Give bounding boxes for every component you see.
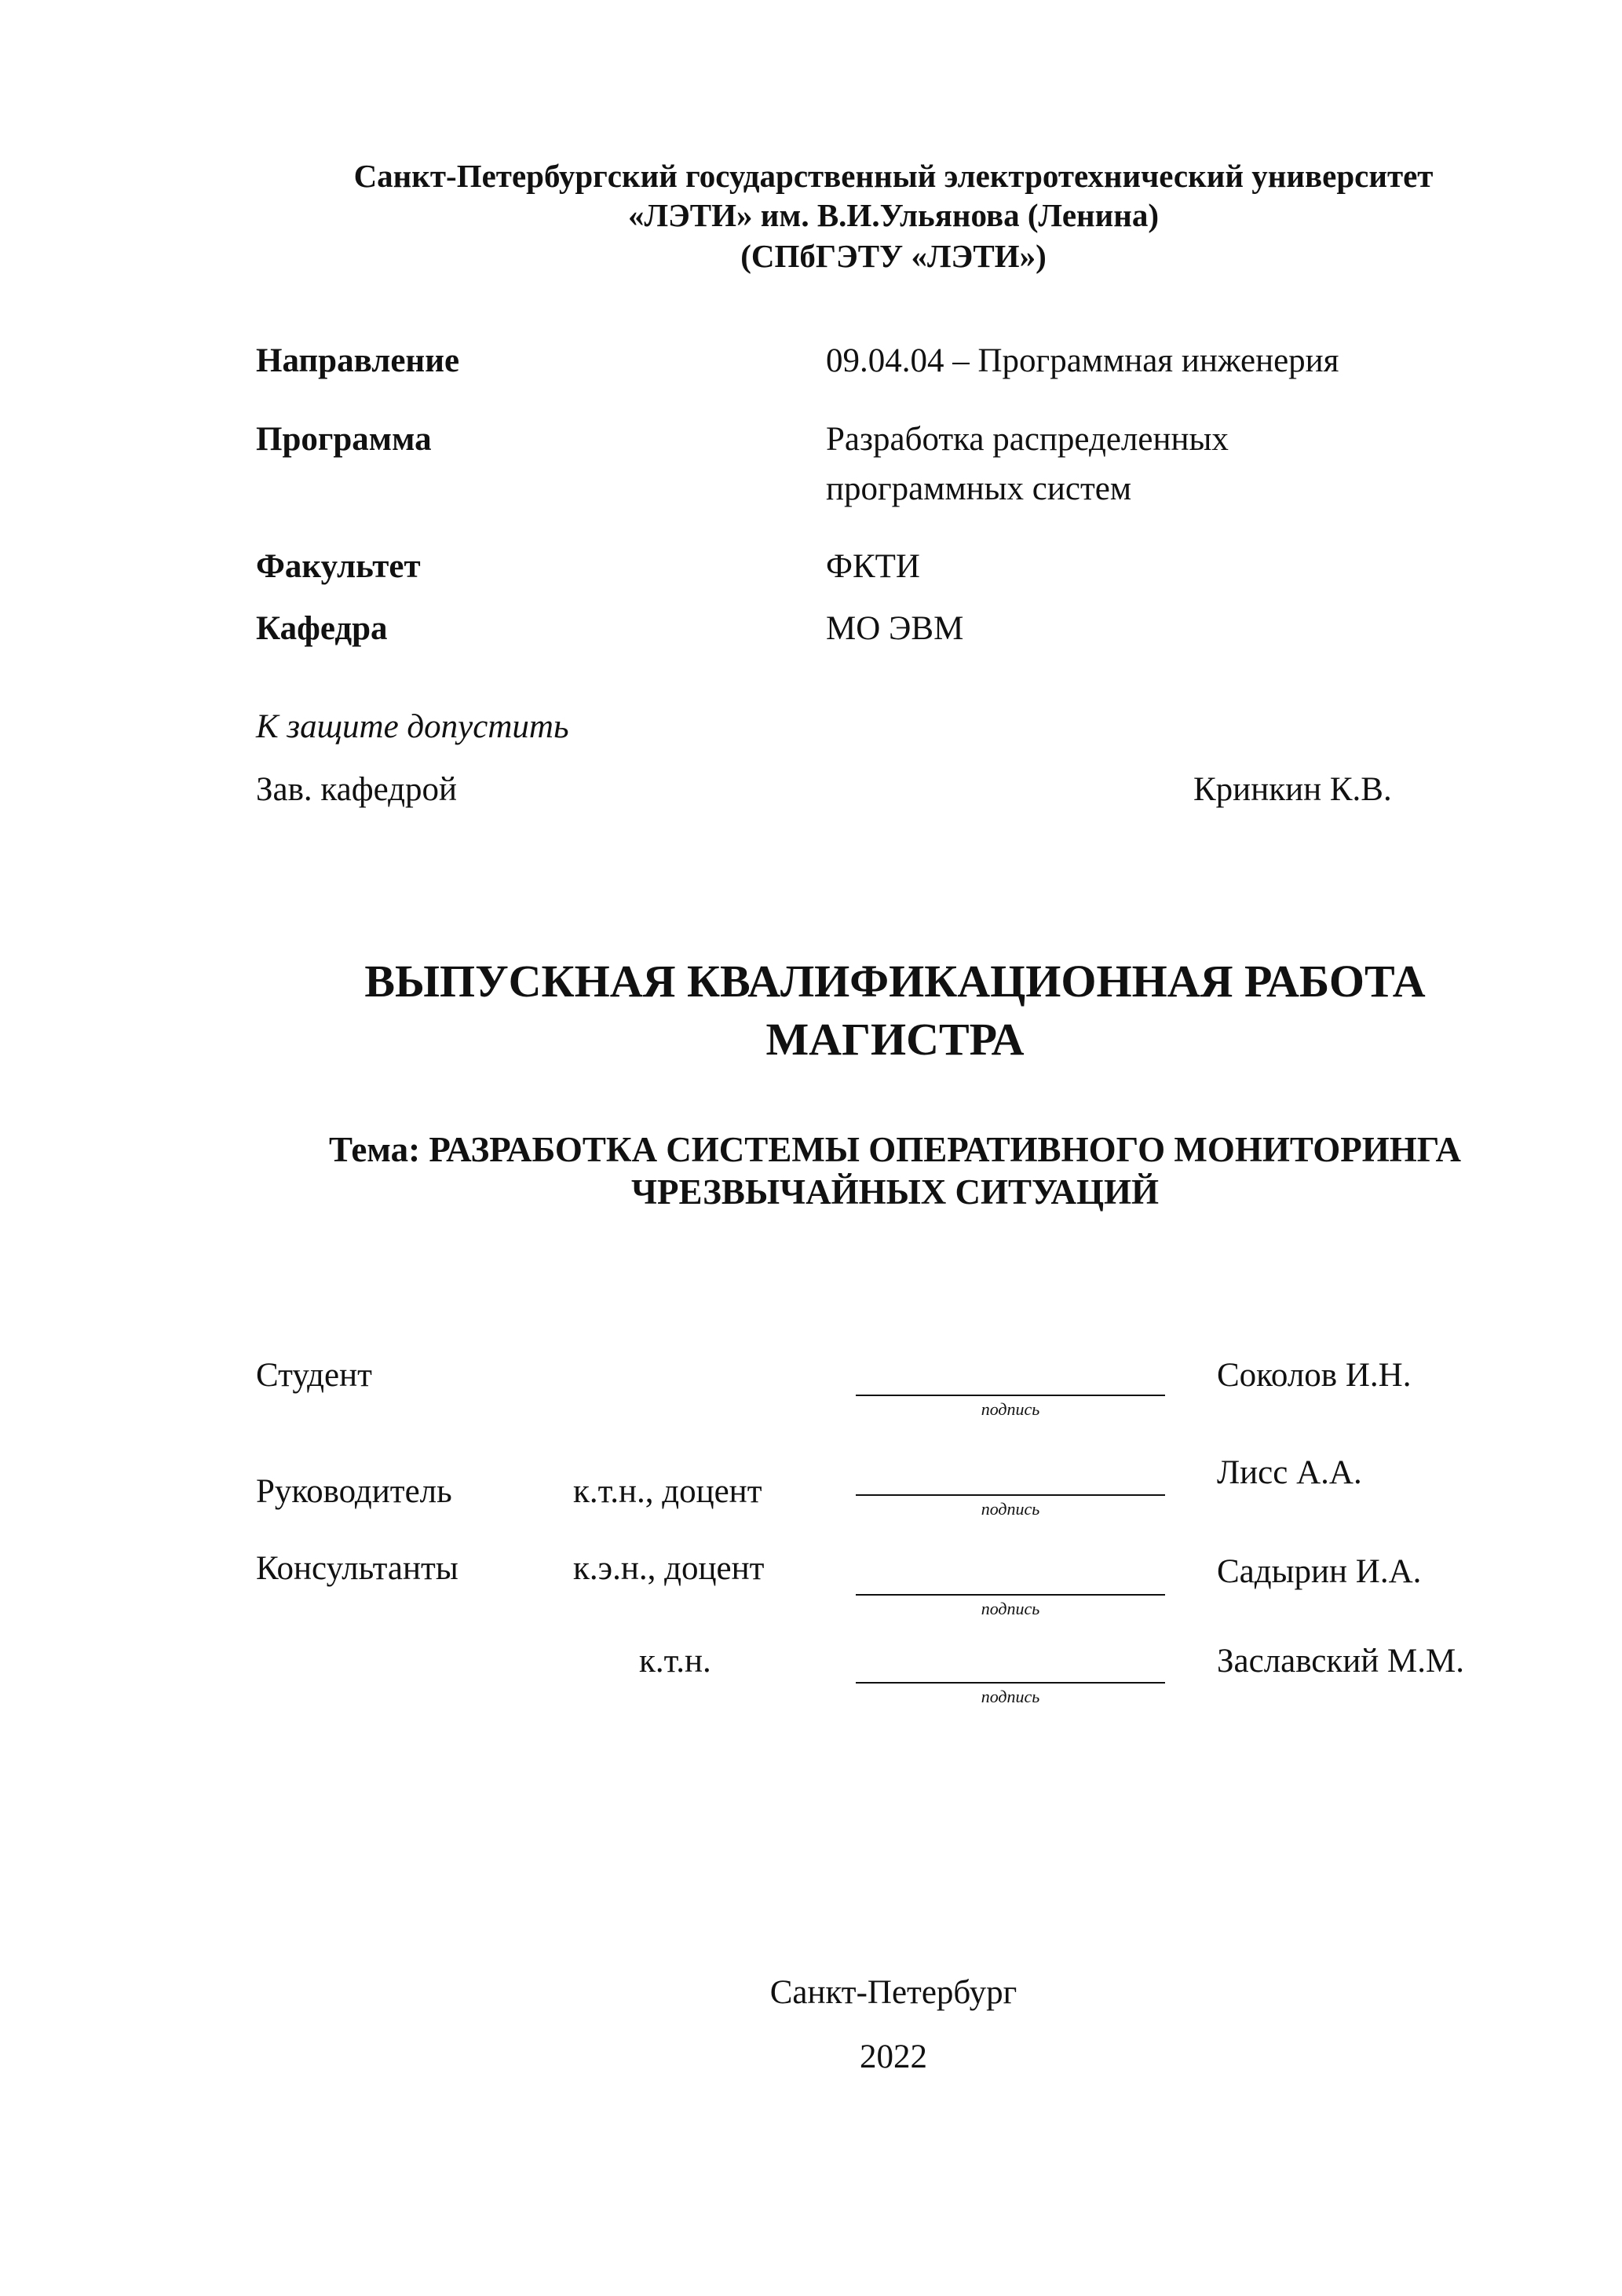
department-value: МО ЭВМ [826,610,964,647]
signature-name-consultant-1: Садырин И.А. [1217,1553,1422,1590]
university-abbreviation: (СПбГЭТУ «ЛЭТИ») [740,238,1047,274]
thesis-topic-line1: Тема: РАЗРАБОТКА СИСТЕМЫ ОПЕРАТИВНОГО МОНИТОРИНГА [329,1130,1461,1169]
footer-city: Санкт-Петербург [769,1974,1017,2011]
signature-caption: подпись [981,1499,1040,1519]
signature-caption: подпись [981,1399,1040,1419]
document-title-degree: МАГИСТРА [765,1014,1025,1065]
university-full-name: «ЛЭТИ» им. В.И.Ульянова (Ленина) [627,197,1160,233]
signature-role-consultants: Консультанты [256,1550,458,1587]
thesis-topic-line2: ЧРЕЗВЫЧАЙНЫХ СИТУАЦИЙ [631,1172,1159,1212]
university-name: Санкт-Петербургский государственный электротехнический университет [353,158,1434,194]
signature-line-supervisor [856,1494,1165,1496]
program-label: Программа [256,421,432,458]
signature-degree-supervisor: к.т.н., доцент [573,1473,762,1510]
signature-name-supervisor: Лисс А.А. [1217,1454,1362,1491]
program-value-line1: Разработка распределенных [826,421,1229,458]
signature-line-student [856,1395,1165,1396]
signature-line-consultant-2 [856,1682,1165,1684]
signature-caption: подпись [981,1687,1040,1706]
signature-line-consultant-1 [856,1594,1165,1596]
direction-label: Направление [256,342,460,379]
document-title: ВЫПУСКНАЯ КВАЛИФИКАЦИОННАЯ РАБОТА [364,956,1426,1007]
footer-year: 2022 [860,2038,927,2075]
signature-role-student: Студент [256,1357,372,1394]
direction-value: 09.04.04 – Программная инженерия [826,342,1339,379]
head-of-department-label: Зав. кафедрой [256,771,458,808]
head-of-department-name: Кринкин К.В. [1193,771,1392,808]
faculty-label: Факультет [256,548,421,585]
faculty-value: ФКТИ [826,548,920,585]
program-value-line2: программных систем [826,470,1132,507]
signature-role-supervisor: Руководитель [256,1473,452,1510]
signature-degree-consultant-1: к.э.н., доцент [573,1550,765,1587]
signature-name-consultant-2: Заславский М.М. [1217,1643,1465,1680]
admission-note: К защите допустить [256,708,569,745]
signature-caption: подпись [981,1599,1040,1618]
department-label: Кафедра [256,610,388,647]
signature-degree-consultant-2: к.т.н. [639,1643,711,1680]
signature-name-student: Соколов И.Н. [1217,1357,1412,1394]
